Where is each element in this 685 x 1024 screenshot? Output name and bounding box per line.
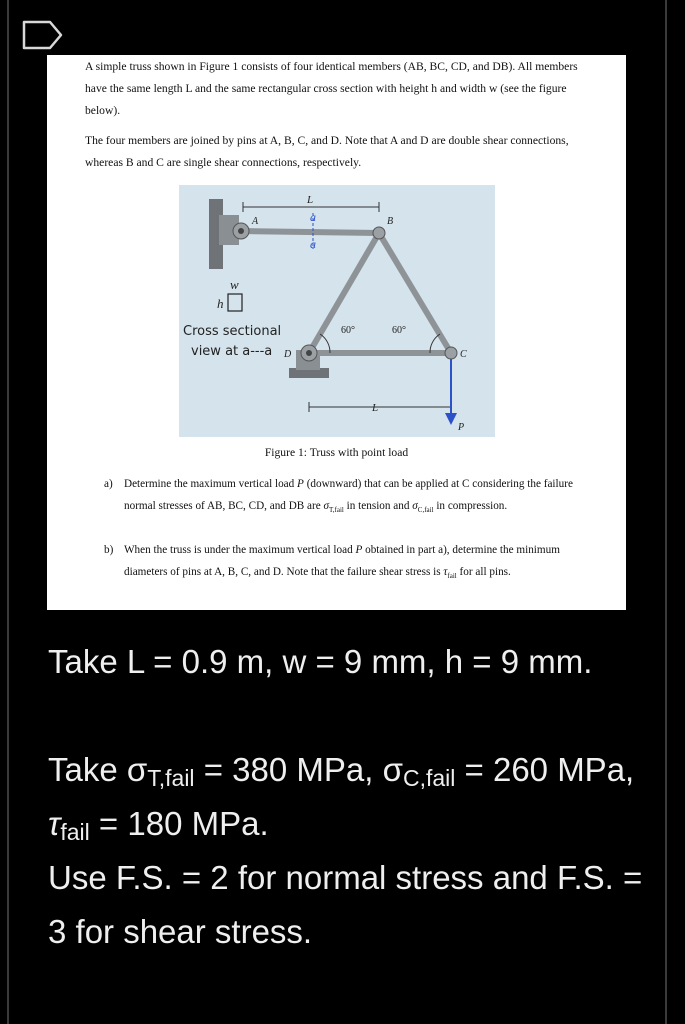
label-L-bottom: L <box>372 402 379 414</box>
cross-section-square <box>228 294 242 311</box>
left-border-line <box>7 0 9 1024</box>
pin-B <box>373 227 385 239</box>
label-cross-sectional: Cross sectional <box>183 324 282 339</box>
label-B: B <box>387 216 394 227</box>
label-angle-left: 60° <box>341 325 355 336</box>
question-b-text: When the truss is under the maximum vertical load P obtained in part a), determine the minimum diameters of pins at A, B, C, and D. Note that the failure shear stress is $\tau_{fail}$ for all pins. <box>124 544 560 581</box>
question-a-label: a) <box>104 478 113 490</box>
label-a-top: a <box>310 210 316 224</box>
truss-figure <box>179 185 495 437</box>
given-failure-stresses: Take $\sigma_{T,fail} = 380$ MPa, $\sigma_{C,fail} = 260$ MPa, $\tau_{fail} = 180$ MPa. <box>48 751 635 845</box>
label-a-bottom: a <box>310 237 316 251</box>
label-angle-right: 60° <box>392 325 406 336</box>
pin-C <box>445 347 457 359</box>
problem-document-image <box>47 55 626 610</box>
given-length-dimensions: Take L = 0.9 m, w = 9 mm, h = 9 mm. <box>48 643 593 680</box>
label-view-aa: view at a---a <box>191 344 273 359</box>
label-w: w <box>230 277 239 292</box>
label-h: h <box>217 296 224 311</box>
label-C: C <box>460 349 467 360</box>
member-BC <box>379 233 451 353</box>
label-P: P <box>458 422 465 433</box>
figure-caption: Figure 1: Truss with point load <box>264 446 409 459</box>
label-D: D <box>284 349 292 360</box>
given-safety-factors: Use F.S. = 2 for normal stress and F.S. = 3 for shear stress. <box>48 859 643 950</box>
member-AB <box>241 231 379 233</box>
tag-outline-icon[interactable] <box>22 20 64 50</box>
question-a-text: Determine the maximum vertical load P (downward) that can be applied at C considering the failure normal stresses of AB, BC, CD, and DB are $\sigma_{T,fail}$ in tension and $\sigma_{C,fail}$ in compression. <box>124 478 573 515</box>
question-b <box>104 539 594 587</box>
pins-paragraph: The four members are joined by pins at A, B, C, and D. Note that A and D are double shear connections, whereas B and C are single shear connections, respectively. <box>85 134 569 169</box>
label-L-top: L <box>307 194 314 206</box>
question-a <box>104 473 594 521</box>
label-A: A <box>252 216 259 227</box>
question-b-label: b) <box>104 544 114 556</box>
right-border-line <box>665 0 667 1024</box>
intro-paragraph: A simple truss shown in Figure 1 consists of four identical members (AB, BC, CD, and DB). All members have the same length L and the same rectangular cross section with height h and width w (see the figure below). <box>85 60 578 117</box>
